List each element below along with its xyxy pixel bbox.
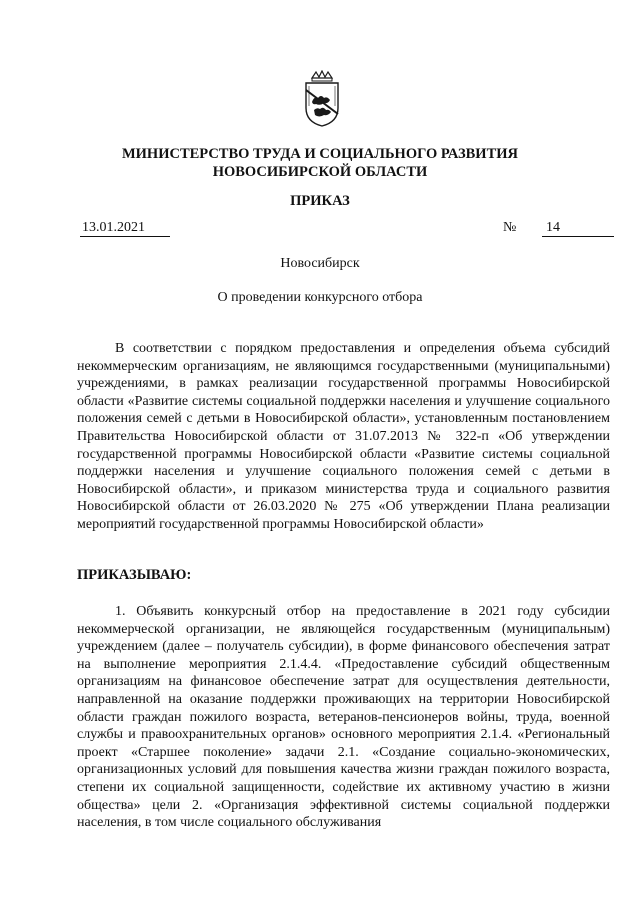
preamble-paragraph: В соответствии с порядком предоставления и определения объема субсидий некоммерческим организациям, не являющимся государственными (муниципальными) учреждениями, в рамках реализации государственной программы Новосибирской области «Развитие системы социальной поддержки населения и улучшение социального положения семей с детьми в Новосибирской области», установленным постановлением Правительства Новосибирской области от 31.07.2013 № 322-п «Об утверждении государственной программы Новосибирской области «Развитие системы социальной поддержки населения и улучшение социального положения семей с детьми в Новосибирской области», и приказом министерства труда и социального развития Новосибирской области от 26.03.2020 № 275 «Об утверждении Плана реализации мероприятий государственной программы Новосибирской области» xyxy=(77,341,610,532)
order-subject: О проведении конкурсного отбора xyxy=(217,290,423,305)
item-1-paragraph: 1. Объявить конкурсный отбор на предоставление в 2021 году субсидии некоммерческой организации, не являющейся государственным (муниципальным) учреждением (далее – получатель субсидии), в форме финансового обеспечения затрат на выполнение мероприятия 2.1.4.4. «Предоставление субсидий общественным организациям на финансовое обеспечение затрат для осуществления деятельности, направленной на оказание поддержки проживающих на территории Новосибирской области граждан пожилого возраста, ветеранов-пенсионеров войны, труда, военной службы и правоохранительных органов» основного мероприятия 2.1.4. «Региональный проект «Старшее поколение» задачи 2.1. «Создание социально-экономических, организационных условий для повышения качества жизни граждан пожилого возраста, степени их социальной защищенности, содействие их активному участию в жизни общества» цели 2. «Организация эффективной системы социальной поддержки населения, в том числе социального обслуживания xyxy=(77,604,610,831)
number-sign: № xyxy=(503,220,517,235)
ministry-name-line1: МИНИСТЕРСТВО ТРУДА И СОЦИАЛЬНОГО РАЗВИТИЯ xyxy=(121,146,519,162)
coat-of-arms-icon xyxy=(300,70,344,128)
order-number: 14 xyxy=(542,220,614,237)
document-type: ПРИКАЗ xyxy=(290,193,350,209)
city-name: Новосибирск xyxy=(280,256,360,271)
ministry-name-line2: НОВОСИБИРСКОЙ ОБЛАСТИ xyxy=(212,164,428,180)
ministry-name xyxy=(0,145,640,181)
ordering-word: ПРИКАЗЫВАЮ: xyxy=(77,567,192,583)
order-date: 13.01.2021 xyxy=(80,220,170,237)
